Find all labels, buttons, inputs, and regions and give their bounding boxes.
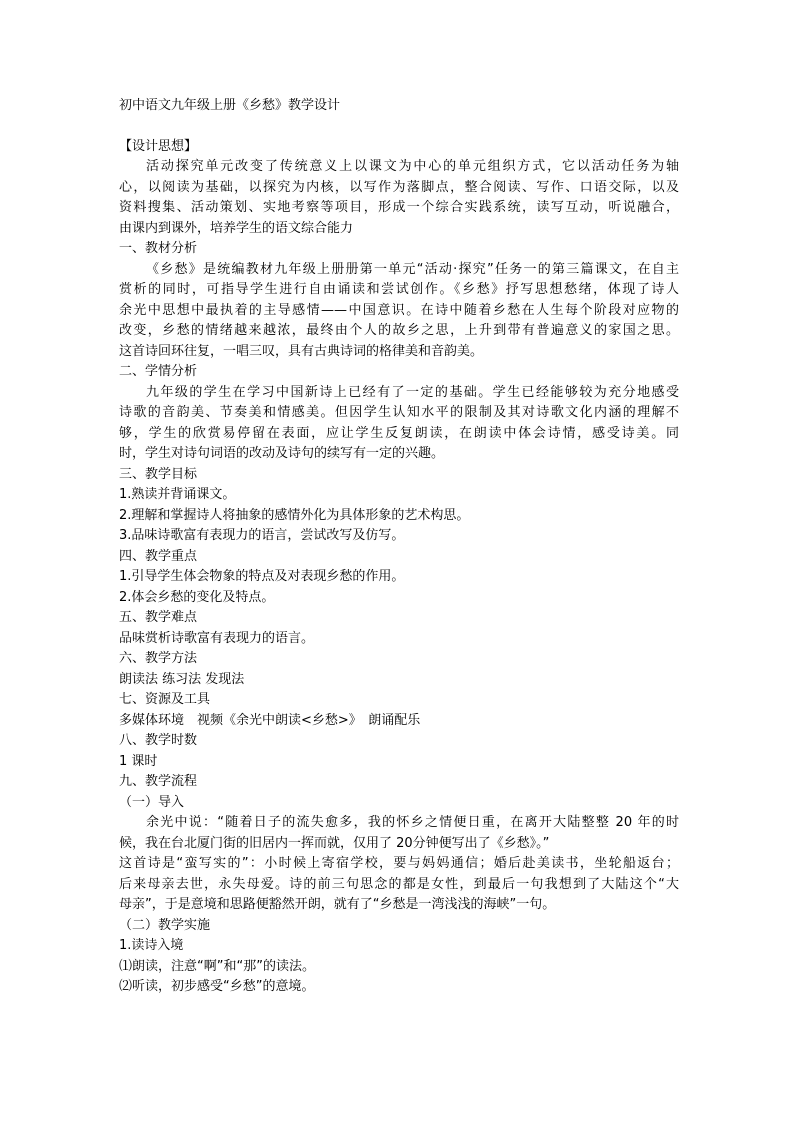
text-line: 二、学情分析 (119, 364, 198, 379)
document-title: 初中语文九年级上册《乡愁》教学设计 (119, 98, 341, 113)
text-line: 朗读法 练习法 发现法 (119, 671, 245, 687)
text-line: 九年级的学生在学习中国新诗上已经有了一定的基础。学生已经能够较为充分地感受 (146, 384, 679, 400)
text-line: 后来母亲去世，永失母爱。诗的前三句思念的都是女性，到最后一句我想到了大陆这个“大 (119, 876, 679, 892)
text-line: 四、教学重点 (119, 548, 198, 564)
text-line: 这首诗回环往复，一唱三叹，具有古典诗词的格律美和音韵美。 (119, 343, 484, 359)
document-body (119, 137, 679, 998)
text-line: 心，以阅读为基础，以探究为内核，以写作为落脚点，整合阅读、写作、口语交际，以及 (119, 179, 679, 195)
text-line: 六、教学方法 (119, 651, 198, 666)
text-line: ⑵听读，初步感受“乡愁”的意境。 (119, 979, 315, 994)
text-line: 余光中说：“随着日子的流失愈多，我的怀乡之情便日重，在离开大陆整整 20 年的时 (146, 815, 679, 830)
text-line: 八、教学时数 (119, 733, 198, 748)
text-line: 这首诗是“蛮写实的”：小时候上寄宿学校，要与妈妈通信；婚后赴美读书，坐轮船返台； (119, 856, 679, 871)
text-line: 3.品味诗歌富有表现力的语言，尝试改写及仿写。 (119, 528, 405, 543)
text-line: 五、教学难点 (119, 610, 198, 625)
text-line: 候，我在台北厦门街的旧居内一挥而就，仅用了 20分钟便写出了《乡愁》。” (119, 835, 550, 851)
text-line: （一）导入 (119, 794, 185, 810)
text-line: ⑴朗读，注意“啊”和“那”的读法。 (119, 958, 315, 974)
text-line: 2.体会乡愁的变化及特点。 (119, 589, 275, 605)
text-line: 诗歌的音韵美、节奏美和情感美。但因学生认知水平的限制及其对诗歌文化内涵的理解不 (119, 405, 679, 420)
text-line: 多媒体环境 视频《余光中朗读<乡愁>》 朗诵配乐 (119, 712, 421, 728)
text-line: 品味赏析诗歌富有表现力的语言。 (119, 630, 315, 646)
document-page (119, 96, 679, 998)
text-line: 1.读诗入境 (119, 938, 184, 953)
text-line: （二）教学实施 (119, 917, 211, 933)
text-line: 改变，乡愁的情绪越来越浓，最终由个人的故乡之思，上升到带有普遍意义的家国之思。 (119, 323, 679, 338)
text-line: 1 课时 (119, 753, 158, 769)
text-line: 赏析的同时，可指导学生进行自由诵读和尝试创作。《乡愁》抒写思想愁绪，体现了诗人 (119, 282, 679, 297)
text-line: 1.熟读并背诵课文。 (119, 487, 236, 502)
text-line: 1.引导学生体会物象的特点及对表现乡愁的作用。 (119, 569, 405, 584)
text-line: 七、资源及工具 (119, 692, 211, 707)
text-line: 资料搜集、活动策划、实地考察等项目，形成一个综合实践系统，读写互动，听说融合， (119, 200, 679, 215)
text-line: 母亲”，于是意境和思路便豁然开朗，就有了“乡愁是一湾浅浅的海峡”一句。 (119, 897, 556, 912)
text-line: 三、教学目标 (119, 466, 198, 482)
text-line: 【设计思想】 (119, 138, 198, 154)
text-line: 由课内到课外，培养学生的语文综合能力 (119, 220, 354, 236)
text-line: 活动探究单元改变了传统意义上以课文为中心的单元组织方式，它以活动任务为轴 (146, 159, 679, 174)
text-line: 九、教学流程 (119, 774, 198, 789)
text-line: 一、教材分析 (119, 241, 198, 256)
text-line: 够，学生的欣赏易停留在表面，应让学生反复朗读，在朗读中体会诗情，感受诗美。同 (119, 425, 679, 441)
text-line: 时，学生对诗句词语的改动及诗句的续写有一定的兴趣。 (119, 446, 445, 461)
text-line: 《乡愁》是统编教材九年级上册册第一单元“活动·探究”任务一的第三篇课文，在自主 (146, 261, 679, 277)
text-line: 2.理解和掌握诗人将抽象的感情外化为具体形象的艺术构思。 (119, 507, 470, 523)
text-line: 余光中思想中最执着的主导感情——中国意识。在诗中随着乡愁在人生每个阶段对应物的 (119, 302, 679, 318)
